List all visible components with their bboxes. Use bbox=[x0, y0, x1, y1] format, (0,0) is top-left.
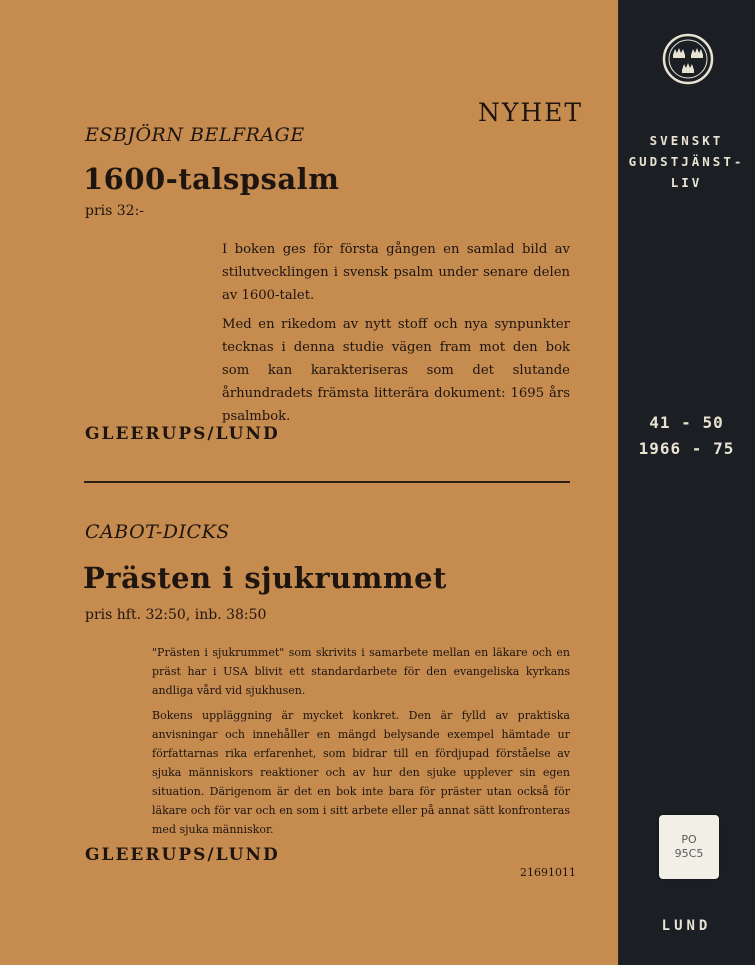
series-line: SVENSKT bbox=[649, 133, 724, 148]
new-badge: NYHET bbox=[478, 98, 584, 127]
series-line: LIV bbox=[670, 175, 703, 190]
three-crowns-crest-icon bbox=[662, 33, 714, 85]
book1-publisher: GLEERUPS/LUND bbox=[85, 424, 280, 444]
volume-range: 41 - 50 bbox=[649, 413, 724, 432]
label-line: PO bbox=[681, 833, 697, 846]
volume-info bbox=[618, 410, 755, 462]
year-range: 1966 - 75 bbox=[638, 439, 735, 458]
series-line: GUDSTJÄNST- bbox=[628, 154, 745, 169]
book2-price: pris hft. 32:50, inb. 38:50 bbox=[85, 607, 267, 623]
book1-price: pris 32:- bbox=[85, 203, 145, 219]
book1-paragraph: I boken ges för första gången en samlad bild av stilutvecklingen i svensk psalm under senare delen av 1600-talet. bbox=[222, 242, 570, 303]
book2-title: Prästen i sjukrummet bbox=[83, 561, 447, 595]
book2-description bbox=[152, 643, 570, 845]
book1-paragraph: Med en rikedom av nytt stoff och nya synpunkter tecknas i denna studie vägen fram mot den bok som kan karakteriseras som det slutande århundradets främsta litterära dokument: 1695 års psalmbok. bbox=[222, 317, 570, 424]
spine-place: LUND bbox=[661, 918, 712, 934]
book2-paragraph: "Prästen i sjukrummet" som skrivits i samarbete mellan en läkare och en präst har i USA blivit ett standardarbete för den evangeliska kyrkans andliga vård vid sjukhusen. bbox=[152, 646, 570, 697]
book2-publisher: GLEERUPS/LUND bbox=[85, 845, 280, 865]
book2-author: CABOT-DICKS bbox=[85, 521, 230, 543]
series-title bbox=[618, 130, 755, 193]
book1-description bbox=[222, 238, 570, 434]
library-label bbox=[659, 815, 719, 879]
catalog-code: 21691011 bbox=[520, 866, 576, 879]
label-line: 95C5 bbox=[674, 847, 704, 860]
book1-title: 1600-talspsalm bbox=[83, 162, 340, 196]
book2-paragraph: Bokens uppläggning är mycket konkret. Den är fylld av praktiska anvisningar och innehåller en mängd belysande exempel hämtade ur författarnas rika erfarenhet, som bidrar till en fördjupad förståelse av sjuka människors reaktioner och av hur den sjuke upplever sin egen situation. Därigenom är det en bok inte bara för präster utan också för läkare och för var och en som i sitt arbete eller på annat sätt konfronteras med sjuka människor. bbox=[152, 709, 570, 836]
book1-author: ESBJÖRN BELFRAGE bbox=[85, 124, 305, 146]
divider bbox=[84, 481, 570, 483]
